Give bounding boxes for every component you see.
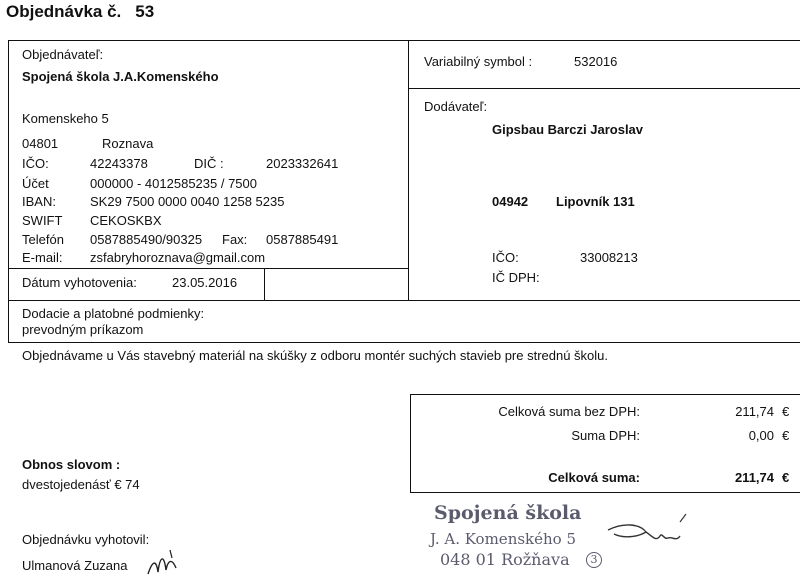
buyer-city: Roznava xyxy=(102,136,154,151)
variable-symbol-label: Variabilný symbol : xyxy=(424,54,533,69)
supplier-address: Lipovník 131 xyxy=(556,194,635,209)
prepared-by-label: Objednávku vyhotovil: xyxy=(22,532,150,547)
currency-3: € xyxy=(782,470,790,485)
stamp-signature xyxy=(606,512,696,556)
buyer-iban-label: IBAN: xyxy=(22,194,56,209)
buyer-dic: 2023332641 xyxy=(266,156,339,171)
buyer-account-label: Účet xyxy=(22,176,49,191)
buyer-ico-label: IČO: xyxy=(22,156,49,171)
currency-2: € xyxy=(782,428,790,443)
vat-amount: 0,00 xyxy=(748,428,774,443)
stamp-number: 3 xyxy=(586,552,602,568)
supplier-vat-id-label: IČ DPH: xyxy=(492,270,540,285)
buyer-phone-label: Telefón xyxy=(22,232,64,247)
supplier-ico: 33008213 xyxy=(580,250,638,265)
date-box-top xyxy=(8,268,408,269)
supplier-ico-label: IČO: xyxy=(492,250,519,265)
buyer-swift: CEKOSKBX xyxy=(90,213,162,228)
outer-top-border xyxy=(8,40,800,41)
buyer-zip: 04801 xyxy=(22,136,59,151)
vat-label: Suma DPH: xyxy=(571,428,640,443)
buyer-name: Spojená škola J.A.Komenského xyxy=(22,69,219,84)
order-number: 53 xyxy=(135,2,155,21)
order-description: Objednávame u Vás stavebný materiál na skúšky z odboru montér suchých stavieb pre strednú školu. xyxy=(22,348,609,363)
prepared-by-signature xyxy=(146,546,186,580)
buyer-street: Komenskeho 5 xyxy=(22,111,109,126)
date-box-right xyxy=(264,268,265,300)
order-text-top-border xyxy=(8,342,800,343)
buyer-iban: SK29 7500 0000 0040 1258 5235 xyxy=(90,194,285,209)
total-without-vat-label: Celková suma bez DPH: xyxy=(498,404,640,419)
middle-divider xyxy=(408,40,409,300)
buyer-account: 000000 - 4012585235 / 7500 xyxy=(90,176,257,191)
supplier-top-border xyxy=(408,88,800,89)
amount-in-words: dvestojedenásť € 74 xyxy=(22,477,140,492)
totals-box-bottom xyxy=(410,492,800,493)
totals-box-top xyxy=(410,394,800,395)
stamp-line-3: 048 01 Rožňava xyxy=(440,550,570,569)
buyer-swift-label: SWIFT xyxy=(22,213,63,228)
buyer-phone: 0587885490/90325 xyxy=(90,232,203,247)
total-without-vat: 211,74 xyxy=(735,404,774,419)
terms-value: prevodným príkazom xyxy=(22,322,144,337)
buyer-fax-label: Fax: xyxy=(222,232,248,247)
terms-top-border xyxy=(8,300,800,301)
grand-total: 211,74 xyxy=(734,470,774,485)
buyer-email-label: E-mail: xyxy=(22,250,63,265)
buyer-email: zsfabryhoroznava@gmail.com xyxy=(90,250,266,265)
stamp-line-2: J. A. Komenského 5 xyxy=(430,530,577,548)
issue-date-label: Dátum vyhotovenia: xyxy=(22,275,137,290)
buyer-dic-label: DIČ : xyxy=(194,156,224,171)
supplier-zip: 04942 xyxy=(492,194,529,209)
variable-symbol: 532016 xyxy=(574,54,618,69)
stamp-line-1: Spojená škola xyxy=(434,502,582,524)
currency-1: € xyxy=(782,404,790,419)
amount-in-words-label: Obnos slovom : xyxy=(22,457,121,472)
prepared-by-name: Ulmanová Zuzana xyxy=(22,558,128,573)
document-title xyxy=(6,2,154,22)
supplier-heading: Dodávateľ: xyxy=(424,99,488,114)
buyer-ico: 42243378 xyxy=(90,156,148,171)
issue-date: 23.05.2016 xyxy=(172,275,238,290)
terms-heading: Dodacie a platobné podmienky: xyxy=(22,306,205,321)
buyer-heading: Objednávateľ: xyxy=(22,47,104,62)
outer-left-border xyxy=(8,40,9,342)
order-label: Objednávka č. xyxy=(6,2,122,21)
buyer-fax: 0587885491 xyxy=(266,232,339,247)
supplier-name: Gipsbau Barczi Jaroslav xyxy=(492,122,644,137)
grand-total-label: Celková suma: xyxy=(548,470,640,485)
